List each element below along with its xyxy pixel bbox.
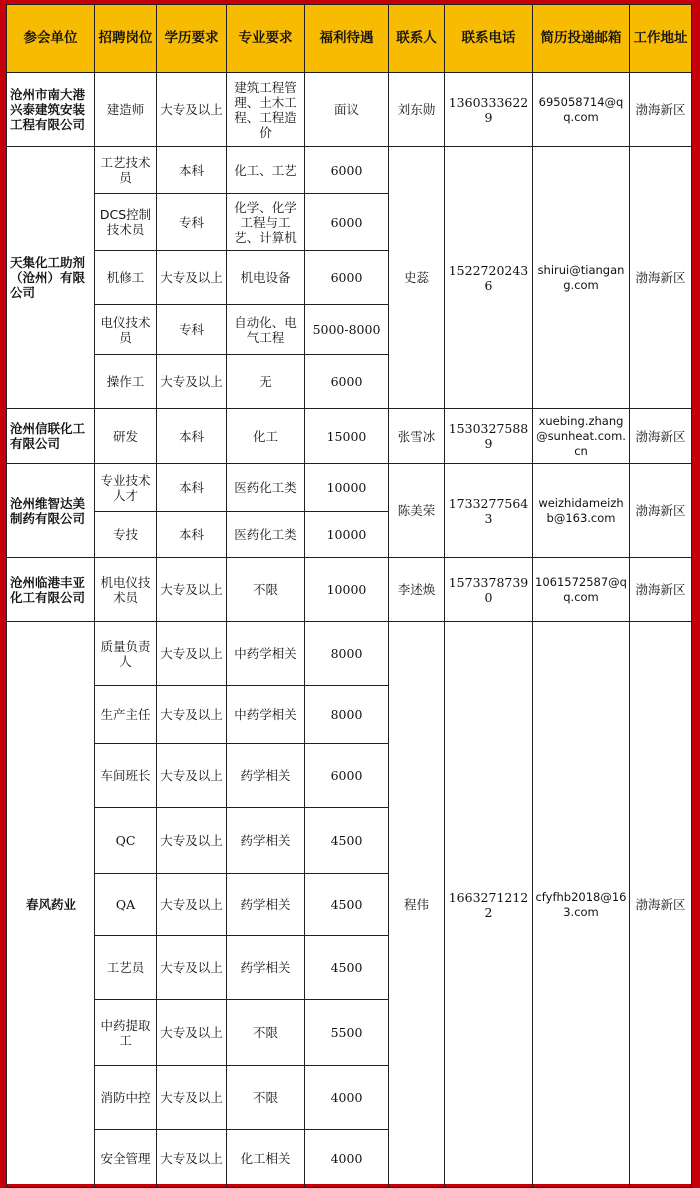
table-row (7, 464, 692, 512)
header-major: 专业要求 (227, 5, 305, 73)
job-education: 大专及以上 (157, 686, 227, 744)
job-education: 大专及以上 (157, 1130, 227, 1188)
job-position: DCS控制技术员 (95, 194, 157, 251)
job-education: 大专及以上 (157, 936, 227, 1000)
job-education: 大专及以上 (157, 808, 227, 874)
contact-person: 张雪冰 (389, 409, 445, 464)
header-company: 参会单位 (7, 5, 95, 73)
contact-phone: 13603336229 (445, 73, 533, 147)
job-position: 专技 (95, 512, 157, 558)
job-education: 专科 (157, 194, 227, 251)
header-contact: 联系人 (389, 5, 445, 73)
job-major: 药学相关 (227, 874, 305, 936)
job-education: 大专及以上 (157, 355, 227, 409)
job-salary: 8000 (305, 622, 389, 686)
job-salary: 5000-8000 (305, 305, 389, 355)
job-major: 建筑工程管理、土木工程、工程造价 (227, 73, 305, 147)
company-name: 天集化工助剂（沧州）有限公司 (7, 147, 95, 409)
job-salary: 10000 (305, 512, 389, 558)
table-row (7, 409, 692, 464)
header-position: 招聘岗位 (95, 5, 157, 73)
recruitment-table (6, 4, 692, 1188)
header-row (7, 5, 692, 73)
job-education: 大专及以上 (157, 744, 227, 808)
contact-phone: 15303275889 (445, 409, 533, 464)
job-salary: 10000 (305, 464, 389, 512)
job-position: 质量负责人 (95, 622, 157, 686)
job-salary: 4500 (305, 874, 389, 936)
job-major: 医药化工类 (227, 464, 305, 512)
contact-email: 695058714@qq.com (533, 73, 630, 147)
table-row (7, 622, 692, 686)
contact-person: 程伟 (389, 622, 445, 1188)
job-salary: 6000 (305, 744, 389, 808)
contact-phone: 15227202436 (445, 147, 533, 409)
contact-person: 史蕊 (389, 147, 445, 409)
job-table-frame (6, 4, 691, 1184)
job-education: 大专及以上 (157, 1000, 227, 1066)
job-major: 中药学相关 (227, 622, 305, 686)
header-salary: 福利待遇 (305, 5, 389, 73)
job-major: 药学相关 (227, 744, 305, 808)
job-education: 本科 (157, 409, 227, 464)
job-salary: 4000 (305, 1130, 389, 1188)
job-major: 中药学相关 (227, 686, 305, 744)
job-salary: 5500 (305, 1000, 389, 1066)
job-major: 不限 (227, 1066, 305, 1130)
job-education: 大专及以上 (157, 1066, 227, 1130)
header-education: 学历要求 (157, 5, 227, 73)
table-row (7, 73, 692, 147)
job-position: 电仪技术员 (95, 305, 157, 355)
job-education: 大专及以上 (157, 622, 227, 686)
contact-email: 1061572587@qq.com (533, 558, 630, 622)
job-position: 中药提取工 (95, 1000, 157, 1066)
contact-person: 陈美荣 (389, 464, 445, 558)
job-salary: 4000 (305, 1066, 389, 1130)
job-education: 大专及以上 (157, 558, 227, 622)
job-major: 化工 (227, 409, 305, 464)
work-address: 渤海新区 (630, 147, 692, 409)
company-name: 沧州信联化工有限公司 (7, 409, 95, 464)
contact-phone: 15733787390 (445, 558, 533, 622)
job-education: 本科 (157, 512, 227, 558)
job-salary: 4500 (305, 808, 389, 874)
contact-phone: 16632712122 (445, 622, 533, 1188)
contact-phone: 17332775643 (445, 464, 533, 558)
job-salary: 面议 (305, 73, 389, 147)
job-major: 化工、工艺 (227, 147, 305, 194)
job-salary: 6000 (305, 147, 389, 194)
job-salary: 6000 (305, 194, 389, 251)
job-major: 药学相关 (227, 936, 305, 1000)
job-position: 消防中控 (95, 1066, 157, 1130)
header-phone: 联系电话 (445, 5, 533, 73)
company-name: 沧州临港丰亚化工有限公司 (7, 558, 95, 622)
job-position: 生产主任 (95, 686, 157, 744)
contact-person: 李述焕 (389, 558, 445, 622)
job-major: 药学相关 (227, 808, 305, 874)
work-address: 渤海新区 (630, 622, 692, 1188)
job-major: 化工相关 (227, 1130, 305, 1188)
job-position: 工艺员 (95, 936, 157, 1000)
table-row (7, 558, 692, 622)
job-education: 本科 (157, 464, 227, 512)
job-position: 机电仪技术员 (95, 558, 157, 622)
job-salary: 10000 (305, 558, 389, 622)
company-name: 沧州市南大港兴泰建筑安装工程有限公司 (7, 73, 95, 147)
job-salary: 8000 (305, 686, 389, 744)
contact-person: 刘东勋 (389, 73, 445, 147)
job-salary: 6000 (305, 355, 389, 409)
contact-email: cfyfhb2018@163.com (533, 622, 630, 1188)
job-position: QA (95, 874, 157, 936)
work-address: 渤海新区 (630, 464, 692, 558)
header-email: 简历投递邮箱 (533, 5, 630, 73)
job-position: 操作工 (95, 355, 157, 409)
contact-email: shirui@tiangang.com (533, 147, 630, 409)
contact-email: weizhidameizhb@163.com (533, 464, 630, 558)
job-major: 医药化工类 (227, 512, 305, 558)
contact-email: xuebing.zhang@sunheat.com.cn (533, 409, 630, 464)
job-education: 本科 (157, 147, 227, 194)
job-salary: 15000 (305, 409, 389, 464)
job-salary: 4500 (305, 936, 389, 1000)
job-salary: 6000 (305, 251, 389, 305)
job-education: 大专及以上 (157, 251, 227, 305)
job-major: 机电设备 (227, 251, 305, 305)
job-major: 化学、化学工程与工艺、计算机 (227, 194, 305, 251)
header-address: 工作地址 (630, 5, 692, 73)
job-major: 不限 (227, 558, 305, 622)
work-address: 渤海新区 (630, 73, 692, 147)
job-position: QC (95, 808, 157, 874)
job-position: 研发 (95, 409, 157, 464)
table-row (7, 147, 692, 194)
job-major: 不限 (227, 1000, 305, 1066)
job-position: 工艺技术员 (95, 147, 157, 194)
job-position: 车间班长 (95, 744, 157, 808)
job-education: 大专及以上 (157, 874, 227, 936)
work-address: 渤海新区 (630, 558, 692, 622)
work-address: 渤海新区 (630, 409, 692, 464)
job-education: 大专及以上 (157, 73, 227, 147)
job-position: 专业技术人才 (95, 464, 157, 512)
job-position: 建造师 (95, 73, 157, 147)
job-major: 无 (227, 355, 305, 409)
job-position: 机修工 (95, 251, 157, 305)
job-position: 安全管理 (95, 1130, 157, 1188)
company-name: 春风药业 (7, 622, 95, 1188)
job-major: 自动化、电气工程 (227, 305, 305, 355)
company-name: 沧州维智达美制药有限公司 (7, 464, 95, 558)
job-education: 专科 (157, 305, 227, 355)
